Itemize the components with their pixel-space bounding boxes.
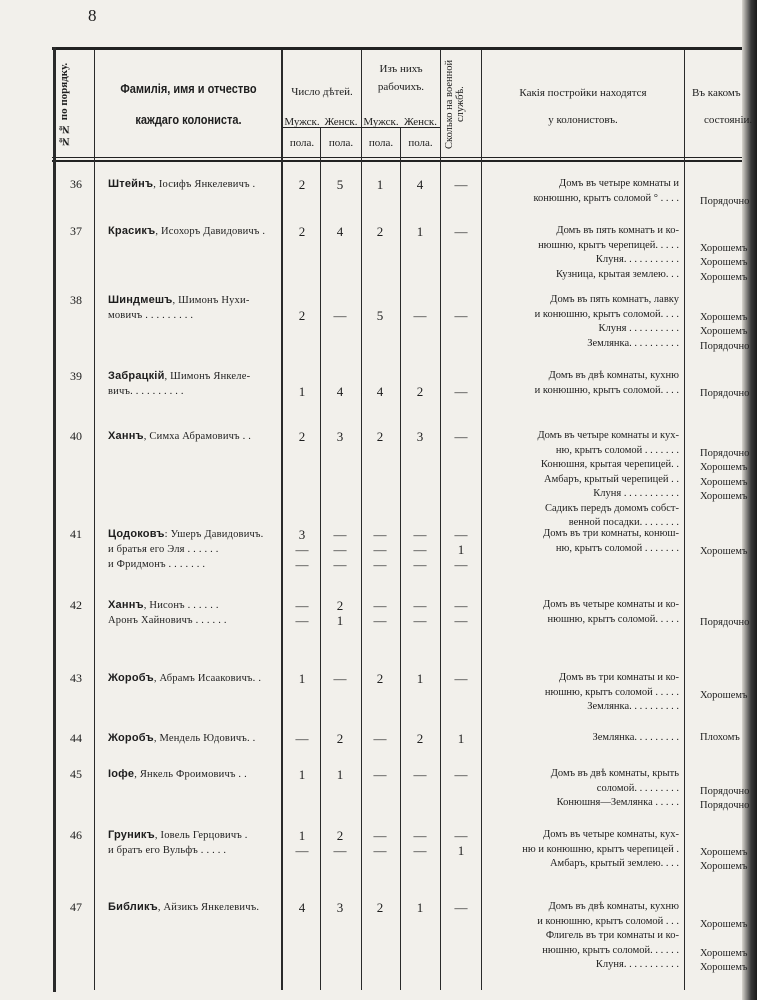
building-line: Домъ въ двѣ комнаты, крыть bbox=[550, 768, 679, 779]
building-line: Домъ въ пять комнатъ и ко- bbox=[556, 225, 679, 236]
children-male-count: 1 bbox=[298, 384, 306, 399]
children-male-count: 1 bbox=[298, 767, 306, 782]
children-female-count: — bbox=[333, 527, 347, 542]
given-name: , Исохоръ Давидовичъ . bbox=[155, 226, 266, 237]
surname: Ханнъ bbox=[108, 430, 144, 442]
colonist-name bbox=[108, 527, 288, 542]
colonist-name bbox=[108, 900, 288, 915]
row-number: 38 bbox=[70, 293, 82, 307]
workers-male-count: 1 bbox=[376, 177, 384, 192]
col-divider bbox=[94, 50, 95, 990]
row-number: 46 bbox=[70, 828, 82, 842]
building-line: Кузница, крытая землею. . . bbox=[556, 268, 679, 280]
colonist-name bbox=[108, 308, 288, 323]
building-line: ню, крытъ соломой . . . . . . . bbox=[555, 444, 679, 456]
workers-male-count: 2 bbox=[376, 671, 384, 686]
row-number: 47 bbox=[70, 900, 82, 914]
building-line: нюшню, крытъ соломой. . . . . . bbox=[542, 944, 679, 956]
children-male-count: 2 bbox=[298, 177, 306, 192]
building-line: Конюшня—Землянка . . . . . bbox=[556, 797, 679, 808]
building-line: Домъ въ двѣ комнаты, кухню bbox=[548, 370, 679, 381]
children-female-count: 5 bbox=[336, 177, 344, 192]
building-line: и конюшню, крытъ соломой. . . . bbox=[534, 308, 679, 320]
building-line: нюшню, крытъ соломой . . . . . bbox=[544, 686, 679, 698]
row-number: 43 bbox=[70, 671, 82, 685]
workers-male-count: — bbox=[373, 731, 387, 746]
header-children: Число дѣтей. bbox=[291, 86, 353, 98]
military-service-count: — bbox=[454, 828, 468, 843]
workers-female-count: — bbox=[413, 542, 427, 557]
children-male-count: — bbox=[295, 557, 309, 572]
header-condition-line1: Въ какомъ bbox=[692, 87, 741, 99]
building-condition: Порядочно bbox=[700, 785, 750, 797]
colonist-name bbox=[108, 429, 288, 444]
military-service-count: 1 bbox=[457, 542, 465, 557]
colonist-name bbox=[108, 843, 288, 858]
header-sex-suffix: пола. bbox=[289, 137, 315, 149]
building-line: венной посадки. . . . . . . . bbox=[568, 517, 679, 528]
workers-male-count: — bbox=[373, 828, 387, 843]
surname: Цодоковъ bbox=[108, 528, 165, 540]
workers-female-count: — bbox=[413, 828, 427, 843]
given-name: , Айзикъ Янкелевичъ. bbox=[157, 902, 260, 913]
colonist-name bbox=[108, 384, 288, 399]
workers-female-count: — bbox=[413, 308, 427, 323]
building-line: нюшню, крытъ соломой. . . . . bbox=[547, 613, 679, 625]
building-line: Землянка. . . . . . . . . . bbox=[587, 701, 679, 712]
workers-female-count: — bbox=[413, 598, 427, 613]
workers-male-count: 4 bbox=[376, 384, 384, 399]
military-service-count: — bbox=[454, 767, 468, 782]
workers-female-count: — bbox=[413, 767, 427, 782]
building-line: Домъ въ четыре комнаты и ко- bbox=[543, 599, 679, 610]
workers-female-count: — bbox=[413, 843, 427, 858]
workers-male-count: — bbox=[373, 557, 387, 572]
header-name-line1: Фамилія, имя и отчество bbox=[120, 82, 257, 96]
left-border bbox=[53, 47, 56, 992]
surname: Іофе bbox=[108, 768, 135, 780]
workers-male-count: — bbox=[373, 843, 387, 858]
given-name: , Іовель Герцовичъ . bbox=[154, 830, 248, 841]
workers-male-count: 2 bbox=[376, 224, 384, 239]
colonist-name bbox=[108, 613, 288, 628]
children-female-count: 2 bbox=[336, 828, 344, 843]
given-name: , Шимонъ Янкеле- bbox=[164, 371, 251, 382]
colonist-name bbox=[108, 557, 288, 572]
building-condition: Хорошемъ bbox=[700, 962, 748, 973]
children-female-count: 1 bbox=[336, 613, 344, 628]
children-male-count: 2 bbox=[298, 224, 306, 239]
military-service-count: — bbox=[454, 384, 468, 399]
children-female-count: — bbox=[333, 671, 347, 686]
row-number: 41 bbox=[70, 527, 82, 541]
surname: Груникъ bbox=[108, 829, 155, 841]
header-male: Мужск. bbox=[284, 116, 320, 128]
surname: Библикъ bbox=[108, 901, 158, 913]
building-line: Клуня . . . . . . . . . . . bbox=[593, 488, 679, 499]
children-male-count: 2 bbox=[298, 429, 306, 444]
given-name: и братъ его Вульфъ . . . . . bbox=[108, 845, 227, 856]
col-divider bbox=[320, 127, 321, 990]
col-divider bbox=[481, 50, 482, 990]
given-name: и Фридмонъ . . . . . . . bbox=[108, 559, 206, 570]
building-line: Садикъ передъ домомъ собст- bbox=[544, 502, 679, 514]
building-line: Клуня. . . . . . . . . . . bbox=[595, 959, 679, 970]
workers-female-count: 4 bbox=[416, 177, 424, 192]
workers-female-count: 1 bbox=[416, 224, 424, 239]
colonist-name bbox=[108, 767, 288, 782]
military-service-count: — bbox=[454, 308, 468, 323]
children-female-count: — bbox=[333, 308, 347, 323]
military-service-count: — bbox=[454, 557, 468, 572]
colonist-name bbox=[108, 598, 288, 613]
building-condition: Хорошемъ bbox=[700, 311, 748, 323]
building-line: ню, крытъ соломой . . . . . . . bbox=[555, 542, 679, 554]
building-condition: Хорошемъ bbox=[700, 491, 748, 502]
children-female-count: — bbox=[333, 557, 347, 572]
building-line: Клуня. . . . . . . . . . . bbox=[595, 254, 679, 265]
children-male-count: 1 bbox=[298, 828, 306, 843]
building-condition: Плохомъ bbox=[700, 732, 740, 743]
row-number: 44 bbox=[70, 731, 82, 745]
building-condition: Порядочно bbox=[700, 447, 750, 459]
given-name: мовичъ . . . . . . . . . bbox=[108, 310, 194, 321]
colonist-name bbox=[108, 542, 288, 557]
building-line: Флигель въ три комнаты и ко- bbox=[545, 930, 679, 941]
surname: Шиндмешъ bbox=[108, 294, 173, 306]
building-line: Домъ въ три комнаты, конюш- bbox=[543, 528, 679, 539]
military-service-count: — bbox=[454, 177, 468, 192]
military-service-count: — bbox=[454, 671, 468, 686]
colonist-name bbox=[108, 177, 288, 192]
header-name-line2: каждаго колониста. bbox=[135, 113, 242, 127]
children-female-count: 3 bbox=[336, 429, 344, 444]
workers-male-count: 2 bbox=[376, 429, 384, 444]
given-name: , Абрамъ Исааковичъ. . bbox=[153, 673, 262, 684]
colonist-name bbox=[108, 828, 288, 843]
header-bottom-rule bbox=[52, 157, 757, 158]
building-condition: Порядочно bbox=[700, 340, 750, 352]
building-condition: Хорошемъ bbox=[700, 918, 748, 930]
military-service-count: — bbox=[454, 598, 468, 613]
children-male-count: 1 bbox=[298, 671, 306, 686]
surname: Жоробъ bbox=[108, 732, 154, 744]
workers-female-count: 1 bbox=[416, 671, 424, 686]
header-top-rule bbox=[52, 47, 757, 50]
children-female-count: 2 bbox=[336, 598, 344, 613]
header-row-number: №№ по порядку. bbox=[58, 62, 70, 148]
military-service-count: 1 bbox=[457, 843, 465, 858]
building-line: ню и конюшню, крытъ черепицей . bbox=[522, 843, 679, 855]
children-male-count: — bbox=[295, 598, 309, 613]
row-number: 36 bbox=[70, 177, 82, 191]
surname: Ханнъ bbox=[108, 599, 144, 611]
header-female: Женск. bbox=[403, 116, 438, 128]
header-bottom-rule-2 bbox=[52, 160, 757, 162]
children-male-count: — bbox=[295, 613, 309, 628]
children-male-count: 3 bbox=[298, 527, 306, 542]
given-name: Аронъ Хайновичъ . . . . . . bbox=[108, 615, 227, 626]
colonist-name bbox=[108, 293, 288, 308]
header-buildings-line1: Какія постройки находятся bbox=[519, 87, 647, 99]
building-line: конюшню, крытъ соломой ° . . . . bbox=[533, 192, 679, 204]
building-line: и конюшню, крытъ соломой . . . bbox=[537, 915, 679, 927]
given-name: , Шимонъ Нухи- bbox=[172, 295, 250, 306]
colonist-name bbox=[108, 731, 288, 746]
col-divider bbox=[440, 50, 441, 990]
building-condition: Порядочно bbox=[700, 387, 750, 399]
given-name: , Іосифъ Янкелевичъ . bbox=[153, 179, 256, 190]
workers-male-count: — bbox=[373, 542, 387, 557]
colonist-name bbox=[108, 671, 288, 686]
building-line: Клуня . . . . . . . . . . bbox=[598, 323, 679, 334]
children-female-count: 4 bbox=[336, 384, 344, 399]
children-female-count: 3 bbox=[336, 900, 344, 915]
given-name: , Мендель Юдовичъ. . bbox=[153, 733, 256, 744]
building-condition: Хорошемъ bbox=[700, 545, 748, 557]
children-female-count: — bbox=[333, 542, 347, 557]
building-condition: Хорошемъ bbox=[700, 476, 748, 488]
building-condition: Хорошемъ bbox=[700, 861, 748, 872]
building-condition: Хорошемъ bbox=[700, 326, 748, 337]
building-line: Конюшня, крытая черепицей. . bbox=[540, 459, 679, 470]
row-number: 45 bbox=[70, 767, 82, 781]
workers-male-count: 2 bbox=[376, 900, 384, 915]
workers-female-count: 3 bbox=[416, 429, 424, 444]
children-female-count: 4 bbox=[336, 224, 344, 239]
header-workers-line2: рабочихъ. bbox=[377, 81, 425, 93]
surname: Красикъ bbox=[108, 225, 156, 237]
given-name: , Симха Абрамовичъ . . bbox=[143, 431, 252, 442]
military-service-count: — bbox=[454, 224, 468, 239]
given-name: , Нисонъ . . . . . . bbox=[143, 600, 219, 611]
children-female-count: 1 bbox=[336, 767, 344, 782]
building-condition: Хорошемъ bbox=[700, 257, 748, 268]
building-line: Домъ въ четыре комнаты и bbox=[559, 178, 679, 189]
header-workers-line1: Изъ нихъ bbox=[379, 63, 423, 75]
col-divider bbox=[400, 127, 401, 990]
building-line: Амбаръ, крытый черепицей . . bbox=[544, 473, 679, 485]
children-male-count: — bbox=[295, 731, 309, 746]
colonist-name bbox=[108, 369, 288, 384]
col-divider bbox=[684, 50, 685, 990]
military-service-count: — bbox=[454, 429, 468, 444]
page-number: 8 bbox=[88, 6, 97, 25]
building-condition: Хорошемъ bbox=[700, 846, 748, 858]
workers-female-count: 1 bbox=[416, 900, 424, 915]
military-service-count: 1 bbox=[457, 731, 465, 746]
children-male-count: 4 bbox=[298, 900, 306, 915]
building-line: соломой. . . . . . . . . bbox=[596, 782, 679, 794]
surname: Штейнъ bbox=[108, 178, 154, 190]
given-name: , Янкель Фроимовичъ . . bbox=[134, 769, 247, 780]
header-male: Мужск. bbox=[363, 116, 399, 128]
building-line: и конюшню, крытъ соломой. . . . bbox=[534, 384, 679, 396]
row-number: 39 bbox=[70, 369, 82, 383]
building-line: Домъ въ пять комнатъ, лавку bbox=[550, 294, 679, 305]
workers-male-count: — bbox=[373, 527, 387, 542]
workers-female-count: — bbox=[413, 557, 427, 572]
workers-male-count: — bbox=[373, 613, 387, 628]
header-sex-suffix: пола. bbox=[368, 137, 394, 149]
building-condition: Хорошемъ bbox=[700, 271, 748, 283]
building-line: нюшню, крытъ черепицей. . . . . bbox=[538, 239, 679, 251]
workers-male-count: — bbox=[373, 767, 387, 782]
building-line: Домъ въ три комнаты и ко- bbox=[559, 672, 679, 683]
given-name: : Ушеръ Давидовичъ. bbox=[164, 529, 264, 540]
building-line: Землянка. . . . . . . . . . bbox=[587, 337, 679, 349]
military-service-count: — bbox=[454, 613, 468, 628]
building-condition: Порядочно bbox=[700, 195, 750, 207]
surname: Жоробъ bbox=[108, 672, 154, 684]
building-condition: Порядочно bbox=[700, 800, 750, 811]
workers-female-count: 2 bbox=[416, 384, 424, 399]
given-name: вичъ. . . . . . . . . . bbox=[108, 386, 184, 397]
building-condition: Порядочно bbox=[700, 616, 750, 628]
military-service-count: — bbox=[454, 527, 468, 542]
header-military: Сколько на военной службѣ. bbox=[444, 59, 466, 149]
children-female-count: 2 bbox=[336, 731, 344, 746]
children-female-count: — bbox=[333, 843, 347, 858]
building-condition: Хорошемъ bbox=[700, 689, 748, 701]
building-line: Домъ въ двѣ комнаты, кухню bbox=[548, 901, 679, 912]
header-female: Женск. bbox=[324, 116, 358, 128]
children-male-count: — bbox=[295, 542, 309, 557]
building-condition: Хорошемъ bbox=[700, 242, 748, 254]
workers-female-count: — bbox=[413, 613, 427, 628]
building-line: Амбаръ, крытый землею. . . . bbox=[549, 858, 679, 869]
row-number: 42 bbox=[70, 598, 82, 612]
children-male-count: — bbox=[295, 843, 309, 858]
row-number: 37 bbox=[70, 224, 82, 238]
children-male-count: 2 bbox=[298, 308, 306, 323]
header-sex-suffix: пола. bbox=[328, 137, 354, 149]
building-line: Домъ въ четыре комнаты и кух- bbox=[537, 430, 679, 441]
header-sex-suffix: пола. bbox=[408, 137, 433, 149]
workers-male-count: 5 bbox=[376, 308, 384, 323]
building-line: Домъ въ четыре комнаты, кух- bbox=[543, 829, 679, 840]
building-condition: Хорошемъ bbox=[700, 462, 748, 473]
workers-female-count: — bbox=[413, 527, 427, 542]
header-condition-line2: состояніи. bbox=[704, 114, 753, 126]
given-name: и братья его Эля . . . . . . bbox=[108, 544, 219, 555]
building-line: Землянка. . . . . . . . . bbox=[592, 732, 679, 743]
header-buildings-line2: у колонистовъ. bbox=[548, 114, 618, 126]
military-service-count: — bbox=[454, 900, 468, 915]
surname: Забрацкій bbox=[108, 370, 165, 382]
workers-male-count: — bbox=[373, 598, 387, 613]
row-number: 40 bbox=[70, 429, 82, 443]
building-condition: Хорошемъ bbox=[700, 947, 748, 959]
colonist-name bbox=[108, 224, 288, 239]
workers-female-count: 2 bbox=[416, 731, 424, 746]
